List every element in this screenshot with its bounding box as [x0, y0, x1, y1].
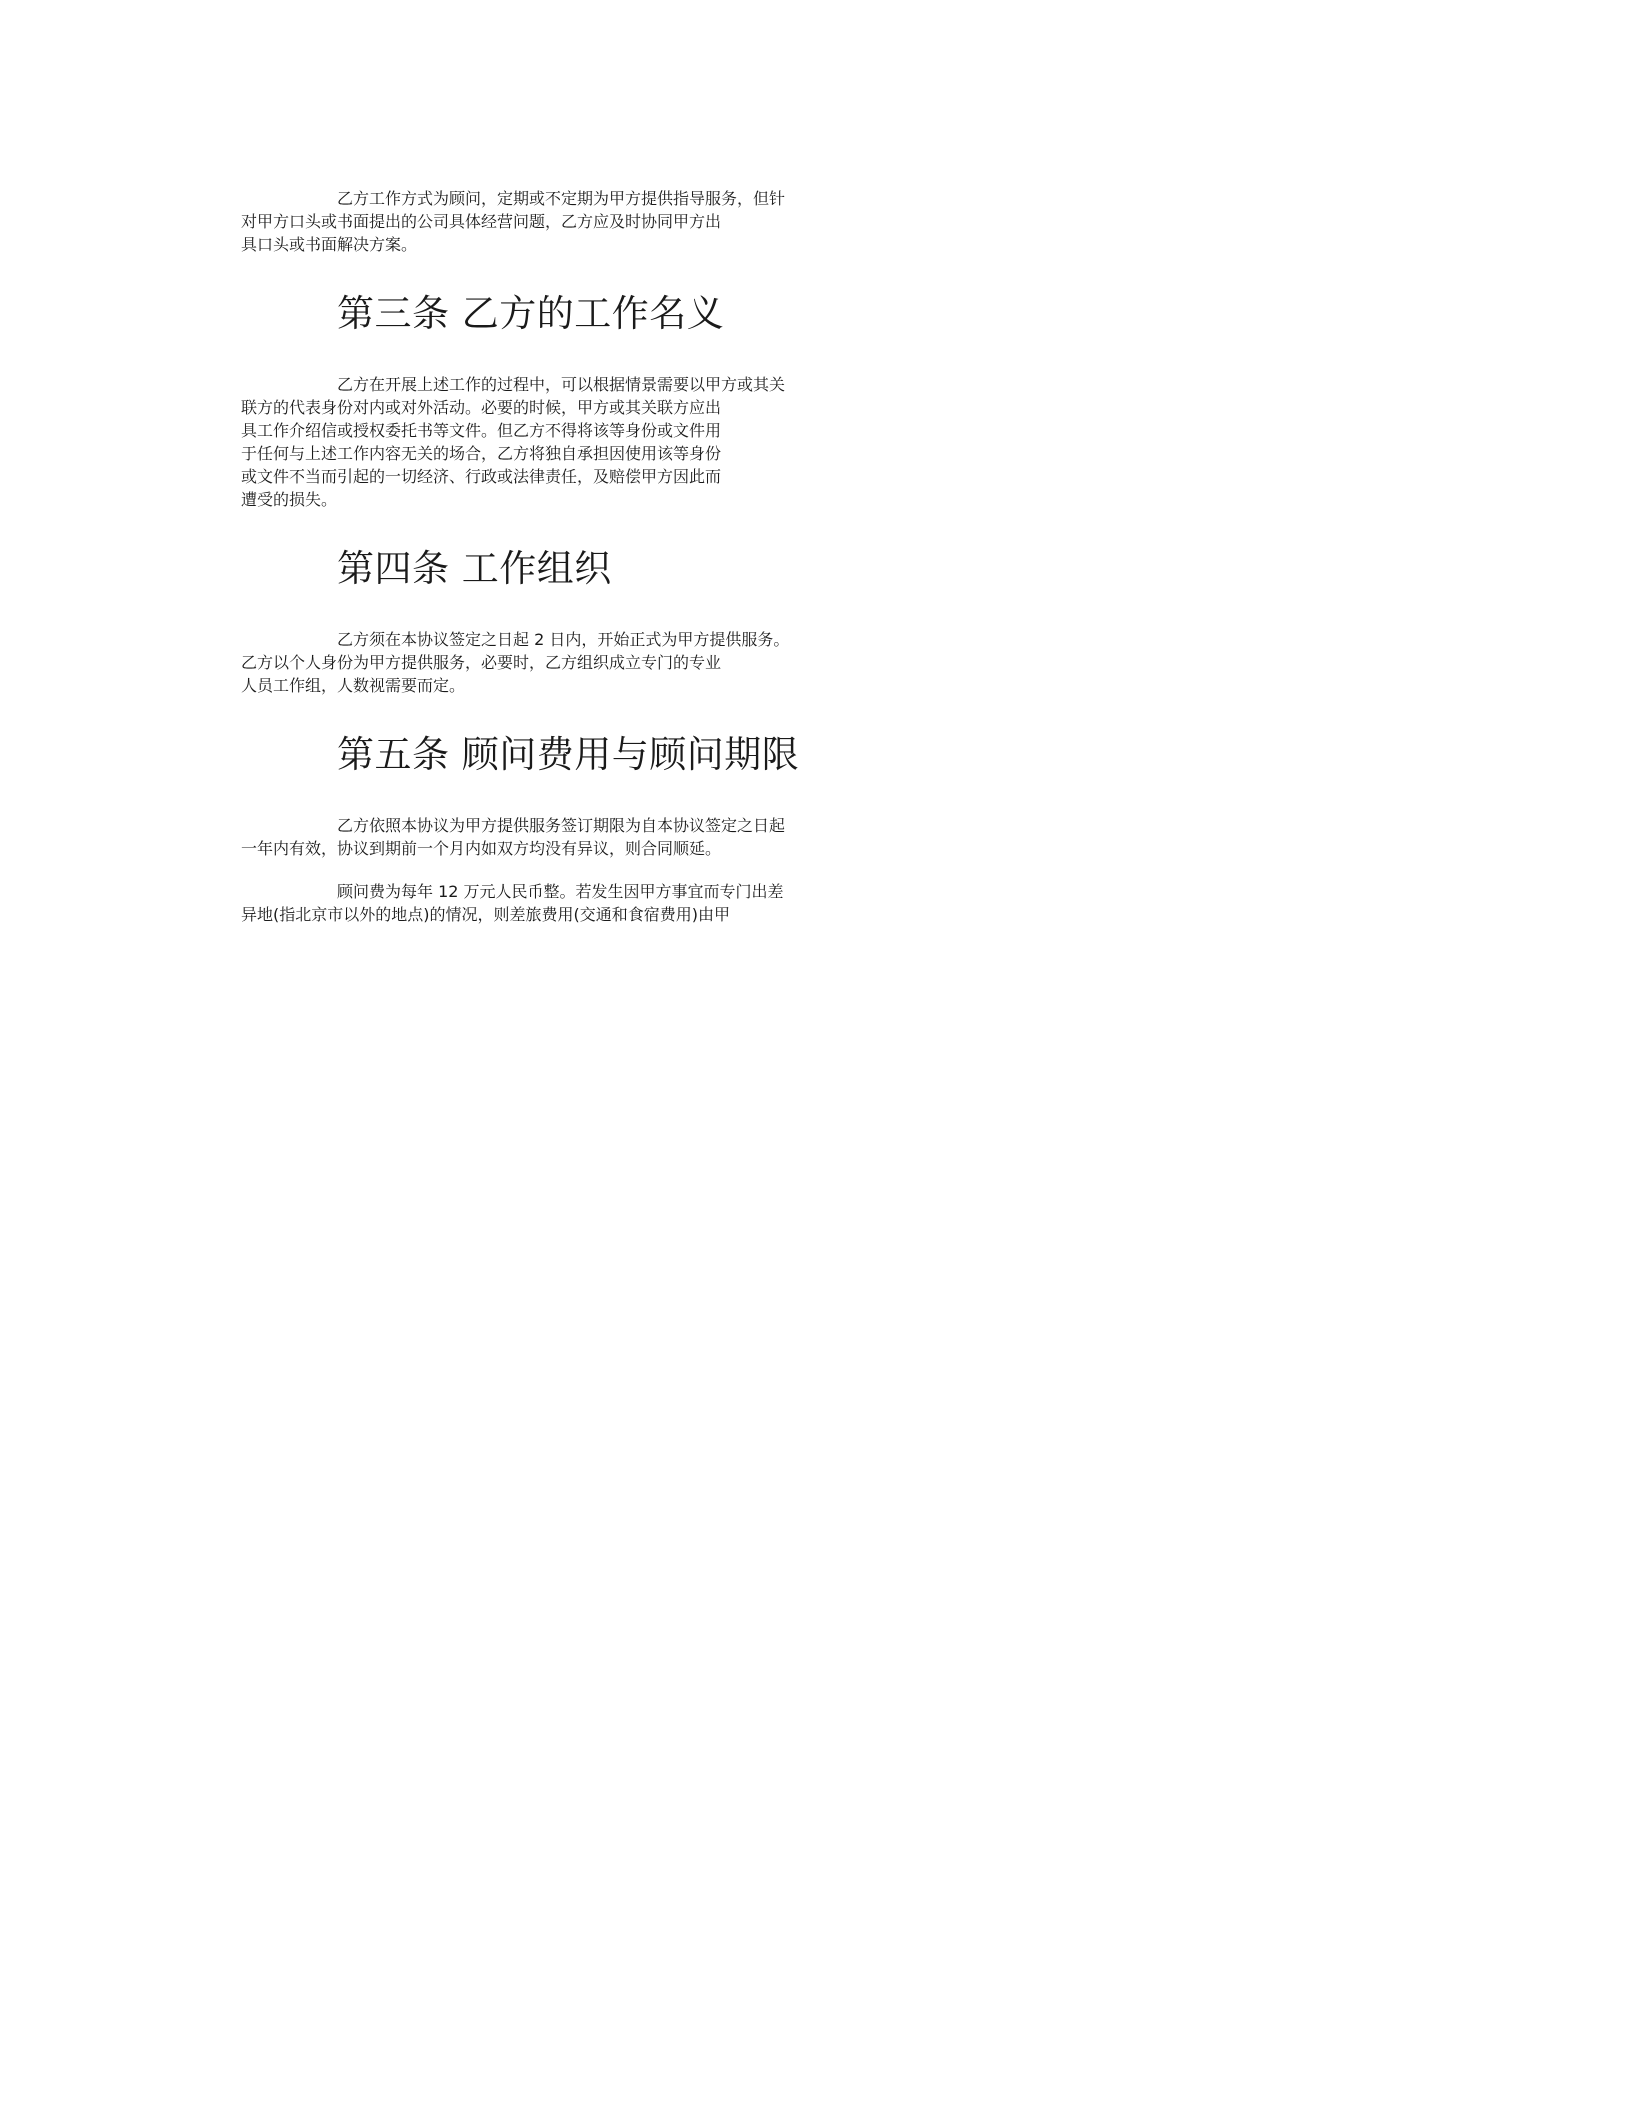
paragraph-line: 顾问费为每年 12 万元人民币整。若发生因甲方事宜而专门出差	[337, 882, 784, 901]
paragraph	[241, 813, 1386, 859]
paragraph-line: 一年内有效，协议到期前一个月内如双方均没有异议，则合同顺延。	[241, 839, 722, 858]
section-heading: 第五条 顾问费用与顾问期限	[337, 733, 800, 776]
paragraph-line: 乙方在开展上述工作的过程中，可以根据情景需要以甲方或其关	[337, 375, 786, 394]
section-heading: 第四条 工作组织	[337, 547, 612, 590]
paragraph-line: 于任何与上述工作内容无关的场合，乙方将独自承担因使用该等身份	[241, 444, 722, 463]
paragraph	[241, 372, 1386, 510]
document-body	[241, 186, 1386, 925]
paragraph-line: 具工作介绍信或授权委托书等文件。但乙方不得将该等身份或文件用	[241, 421, 722, 440]
paragraph-line: 乙方依照本协议为甲方提供服务签订期限为自本协议签定之日起	[337, 816, 786, 835]
paragraph-line: 联方的代表身份对内或对外活动。必要的时候，甲方或其关联方应出	[241, 398, 722, 417]
paragraph	[241, 627, 1386, 696]
paragraph-line: 人员工作组，人数视需要而定。	[241, 676, 466, 695]
paragraph-line: 遭受的损失。	[241, 490, 338, 509]
paragraph-line: 乙方须在本协议签定之日起 2 日内，开始正式为甲方提供服务。	[337, 630, 790, 649]
paragraph-line: 对甲方口头或书面提出的公司具体经营问题，乙方应及时协同甲方出	[241, 212, 722, 231]
section-heading: 第三条 乙方的工作名义	[337, 292, 725, 335]
paragraph-line: 乙方工作方式为顾问，定期或不定期为甲方提供指导服务，但针	[337, 189, 786, 208]
paragraph-line: 异地(指北京市以外的地点)的情况，则差旅费用(交通和食宿费用)由甲	[241, 905, 730, 924]
paragraph	[241, 186, 1386, 255]
paragraph	[241, 879, 1386, 925]
paragraph-line: 具口头或书面解决方案。	[241, 235, 418, 254]
paragraph-line: 乙方以个人身份为甲方提供服务，必要时，乙方组织成立专门的专业	[241, 653, 722, 672]
paragraph-line: 或文件不当而引起的一切经济、行政或法律责任，及赔偿甲方因此而	[241, 467, 722, 486]
